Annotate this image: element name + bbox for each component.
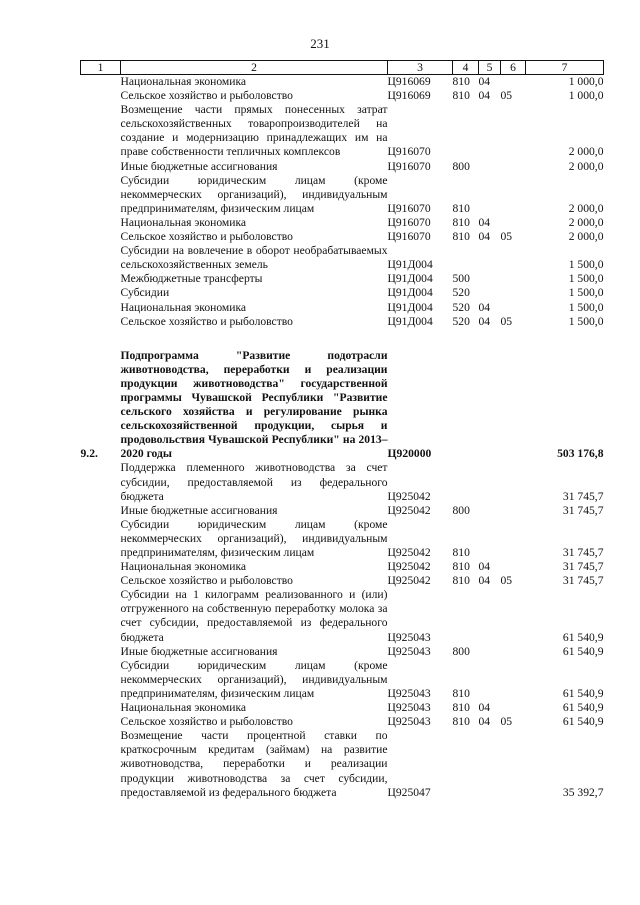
subsection-cell <box>501 103 526 159</box>
table-row <box>81 230 604 244</box>
expense-type-cell: 810 <box>452 686 470 700</box>
table-row <box>81 701 604 715</box>
target-code-cell: Ц91Д004 <box>387 314 433 328</box>
section-cell <box>479 588 501 644</box>
section-cell: 04 <box>478 715 491 729</box>
item-name-cell: Национальная экономика <box>120 560 247 574</box>
expense-type-cell: 810 <box>452 574 470 588</box>
row-number-cell <box>81 301 121 315</box>
header-row <box>81 61 604 75</box>
row-number-cell <box>81 461 121 503</box>
section-cell <box>479 645 501 659</box>
table-header <box>81 61 604 75</box>
table-row <box>81 75 604 90</box>
row-number-cell <box>81 272 121 286</box>
subsection-cell: 05 <box>500 89 513 103</box>
table-row <box>81 216 604 230</box>
table-row <box>81 103 604 159</box>
amount-cell: 61 540,9 <box>562 686 604 700</box>
expense-type-cell <box>453 461 479 503</box>
table-row <box>81 244 604 272</box>
expense-type-cell: 810 <box>452 215 470 229</box>
row-number-cell <box>81 286 121 300</box>
table-row <box>81 574 604 588</box>
expense-type-cell: 810 <box>452 715 470 729</box>
expense-type-cell <box>453 349 479 462</box>
section-cell <box>479 729 501 799</box>
amount-cell: 2 000,0 <box>568 145 604 159</box>
row-number-cell <box>81 715 121 729</box>
subsection-cell <box>501 659 526 701</box>
item-name-cell: Возмещение части прямых понесенных затрат сельскохозяйственных товаропроизводителей на создание и модернизацию принадлежащих им на праве собственности тепличных комплексов <box>120 103 388 159</box>
target-code-cell: Ц920000 <box>387 447 432 461</box>
item-name-cell: Сельское хозяйство и рыболовство <box>120 715 293 729</box>
amount-cell: 61 540,9 <box>562 630 604 644</box>
section-cell: 04 <box>478 75 491 88</box>
target-code-cell: Ц925043 <box>387 644 431 658</box>
target-code-cell: Ц916070 <box>387 230 431 244</box>
header-cell-6: 6 <box>501 61 526 75</box>
item-name-cell: Субсидии <box>120 286 170 300</box>
target-code-cell: Ц925043 <box>387 686 431 700</box>
expense-type-cell: 800 <box>452 159 470 173</box>
subsection-cell <box>501 645 526 659</box>
table-body <box>81 75 604 800</box>
item-name-cell: Межбюджетные трансферты <box>120 272 263 286</box>
row-number-cell <box>81 216 121 230</box>
amount-cell: 2 000,0 <box>568 159 604 173</box>
table-row <box>81 315 604 329</box>
table-row <box>81 659 604 701</box>
subsection-cell <box>501 160 526 174</box>
amount-cell: 61 540,9 <box>562 701 604 715</box>
expense-type-cell: 800 <box>452 644 470 658</box>
table-row <box>81 174 604 216</box>
amount-cell: 503 176,8 <box>557 447 604 461</box>
section-cell <box>479 504 501 518</box>
subsection-cell <box>501 518 526 560</box>
subsection-cell <box>501 504 526 518</box>
section-cell: 04 <box>478 574 491 588</box>
row-number-cell <box>81 588 121 644</box>
row-number-cell <box>81 174 121 216</box>
subsection-cell: 05 <box>500 230 513 244</box>
item-name-cell: Иные бюджетные ассигнования <box>120 644 278 658</box>
section-cell <box>479 659 501 701</box>
table-row <box>81 461 604 503</box>
amount-cell: 1 500,0 <box>568 286 604 300</box>
expense-type-cell: 500 <box>452 272 470 286</box>
item-name-cell: Сельское хозяйство и рыболовство <box>120 89 293 103</box>
target-code-cell: Ц916070 <box>387 159 431 173</box>
section-cell: 04 <box>478 560 491 574</box>
target-code-cell: Ц925043 <box>387 701 431 715</box>
header-cell-7: 7 <box>526 61 604 75</box>
amount-cell: 1 500,0 <box>568 258 604 272</box>
amount-cell: 35 392,7 <box>562 785 604 799</box>
expense-type-cell: 810 <box>452 560 470 574</box>
expense-type-cell: 520 <box>452 286 470 300</box>
section-cell <box>479 244 501 272</box>
table-row <box>81 160 604 174</box>
subsection-cell <box>501 560 526 574</box>
row-number-cell <box>81 645 121 659</box>
target-code-cell: Ц925042 <box>387 560 431 574</box>
section-cell <box>479 349 501 462</box>
spacer-row <box>81 329 604 349</box>
expense-type-cell: 810 <box>452 75 470 88</box>
target-code-cell: Ц91Д004 <box>387 272 433 286</box>
item-name-cell: Национальная экономика <box>120 701 247 715</box>
item-name-cell: Иные бюджетные ассигнования <box>120 159 278 173</box>
subsection-cell: 05 <box>500 574 513 588</box>
target-code-cell: Ц925042 <box>387 574 431 588</box>
target-code-cell: Ц925043 <box>387 630 431 644</box>
subsection-cell <box>501 349 526 462</box>
header-cell-1: 1 <box>81 61 121 75</box>
item-name-cell: Национальная экономика <box>120 300 247 314</box>
row-number-cell <box>81 89 121 103</box>
row-number-cell <box>81 75 121 90</box>
row-number-cell <box>81 315 121 329</box>
row-number-cell <box>81 230 121 244</box>
subsection-cell: 05 <box>500 715 513 729</box>
row-number-cell <box>81 574 121 588</box>
amount-cell: 31 745,7 <box>562 503 604 517</box>
section-cell <box>479 461 501 503</box>
subsection-cell <box>501 461 526 503</box>
target-code-cell: Ц916070 <box>387 145 431 159</box>
subsection-cell: 05 <box>500 314 513 328</box>
table-row <box>81 504 604 518</box>
table-row <box>81 518 604 560</box>
expense-type-cell: 810 <box>452 201 470 215</box>
amount-cell: 1 500,0 <box>568 314 604 328</box>
item-name-cell: Субсидии на 1 килограмм реализованного и (или) отгруженного на собственную переработку молока за счет субсидии, предоставляемой из федерального бюджета <box>120 588 388 644</box>
row-number-cell <box>81 659 121 701</box>
row-number-cell: 9.2. <box>80 447 98 461</box>
amount-cell: 31 745,7 <box>562 574 604 588</box>
header-cell-3: 3 <box>388 61 453 75</box>
target-code-cell: Ц916070 <box>387 201 431 215</box>
item-name-cell: Поддержка племенного животноводства за счет субсидии, предоставляемой из федерального бюджета <box>120 461 388 503</box>
subsection-cell <box>501 272 526 286</box>
section-cell: 04 <box>478 230 491 244</box>
target-code-cell: Ц925042 <box>387 503 431 517</box>
header-cell-2: 2 <box>121 61 388 75</box>
target-code-cell: Ц916069 <box>387 89 431 103</box>
expense-type-cell: 520 <box>452 314 470 328</box>
item-name-cell: Субсидии юридическим лицам (кроме некоммерческих организаций), индивидуальным предпринимателям, физическим лицам <box>120 517 388 559</box>
amount-cell: 1 000,0 <box>568 75 604 88</box>
table-row <box>81 560 604 574</box>
amount-cell: 61 540,9 <box>562 715 604 729</box>
expense-type-cell: 810 <box>452 701 470 715</box>
table-row <box>81 645 604 659</box>
amount-cell: 2 000,0 <box>568 230 604 244</box>
row-number-cell <box>81 244 121 272</box>
row-number-cell <box>81 729 121 799</box>
table-row <box>81 272 604 286</box>
target-code-cell: Ц925047 <box>387 785 431 799</box>
table-row <box>81 89 604 103</box>
item-name-cell: Сельское хозяйство и рыболовство <box>120 230 293 244</box>
spacer-cell <box>81 329 604 349</box>
table-row <box>81 729 604 799</box>
item-name-cell: Возмещение части процентной ставки по краткосрочным кредитам (займам) на развитие животноводства, переработки и реализации продукции животноводства за счет субсидии, предоставляемой из федерального бюджета <box>120 729 388 799</box>
expense-type-cell <box>453 729 479 799</box>
target-code-cell: Ц925043 <box>387 715 431 729</box>
subsection-cell <box>501 286 526 300</box>
item-name-cell: Субсидии на вовлечение в оборот необрабатываемых сельскохозяйственных земель <box>120 244 388 272</box>
section-cell: 04 <box>478 701 491 715</box>
section-cell <box>479 518 501 560</box>
target-code-cell: Ц91Д004 <box>387 258 433 272</box>
target-code-cell: Ц91Д004 <box>387 300 433 314</box>
item-name-cell: Иные бюджетные ассигнования <box>120 503 278 517</box>
amount-cell: 31 745,7 <box>562 560 604 574</box>
row-number-cell <box>81 560 121 574</box>
section-cell: 04 <box>478 215 491 229</box>
section-cell <box>479 272 501 286</box>
subsection-cell <box>501 701 526 715</box>
table-row <box>81 588 604 644</box>
section-cell: 04 <box>478 314 491 328</box>
header-cell-4: 4 <box>453 61 479 75</box>
subsection-cell <box>501 174 526 216</box>
subprogram-row <box>81 349 604 462</box>
table-row <box>81 715 604 729</box>
section-cell: 04 <box>478 300 491 314</box>
item-name-cell: Подпрограмма "Развитие подотрасли животноводства, переработки и реализации продукции животноводства" государственной программы Чувашской Республики "Развитие сельского хозяйства и регулирование рынка сельскохозяйственной продукции, сырья и продовольствия Чувашской Республики" на 2013–2020 годы <box>120 348 388 461</box>
subsection-cell <box>501 244 526 272</box>
table-row <box>81 286 604 300</box>
amount-cell: 2 000,0 <box>568 215 604 229</box>
item-name-cell: Субсидии юридическим лицам (кроме некоммерческих организаций), индивидуальным предпринимателям, физическим лицам <box>120 658 388 700</box>
amount-cell: 31 745,7 <box>562 546 604 559</box>
amount-cell: 2 000,0 <box>568 201 604 215</box>
row-number-cell <box>81 518 121 560</box>
expense-type-cell: 520 <box>452 300 470 314</box>
expense-type-cell: 800 <box>452 503 470 517</box>
expense-type-cell: 810 <box>452 230 470 244</box>
expense-type-cell: 810 <box>452 89 470 103</box>
amount-cell: 1 500,0 <box>568 272 604 286</box>
item-name-cell: Национальная экономика <box>120 75 247 88</box>
item-name-cell: Сельское хозяйство и рыболовство <box>120 314 293 328</box>
expense-type-cell <box>453 244 479 272</box>
amount-cell: 1 500,0 <box>568 300 604 314</box>
section-cell <box>479 286 501 300</box>
subsection-cell <box>501 75 526 90</box>
subsection-cell <box>501 301 526 315</box>
section-cell <box>479 103 501 159</box>
expense-type-cell: 810 <box>452 546 470 559</box>
section-cell: 04 <box>478 89 491 103</box>
section-cell <box>479 174 501 216</box>
amount-cell: 1 000,0 <box>568 89 604 103</box>
subsection-cell <box>501 729 526 799</box>
amount-cell: 31 745,7 <box>562 489 604 503</box>
expense-type-cell <box>453 103 479 159</box>
subsection-cell <box>501 216 526 230</box>
page-number: 231 <box>310 36 330 51</box>
subsection-cell <box>501 588 526 644</box>
item-name-cell: Субсидии юридическим лицам (кроме некоммерческих организаций), индивидуальным предпринимателям, физическим лицам <box>120 173 388 215</box>
amount-cell: 61 540,9 <box>562 644 604 658</box>
budget-table <box>80 60 604 800</box>
header-cell-5: 5 <box>479 61 501 75</box>
expense-type-cell <box>453 588 479 644</box>
item-name-cell: Сельское хозяйство и рыболовство <box>120 574 293 588</box>
row-number-cell <box>81 160 121 174</box>
target-code-cell: Ц916070 <box>387 215 431 229</box>
target-code-cell: Ц925042 <box>387 546 431 559</box>
row-number-cell <box>81 103 121 159</box>
target-code-cell: Ц91Д004 <box>387 286 433 300</box>
item-name-cell: Национальная экономика <box>120 215 247 229</box>
table-row <box>81 301 604 315</box>
row-number-cell <box>81 701 121 715</box>
row-number-cell <box>81 504 121 518</box>
target-code-cell: Ц916069 <box>387 75 431 88</box>
target-code-cell: Ц925042 <box>387 489 431 503</box>
section-cell <box>479 160 501 174</box>
